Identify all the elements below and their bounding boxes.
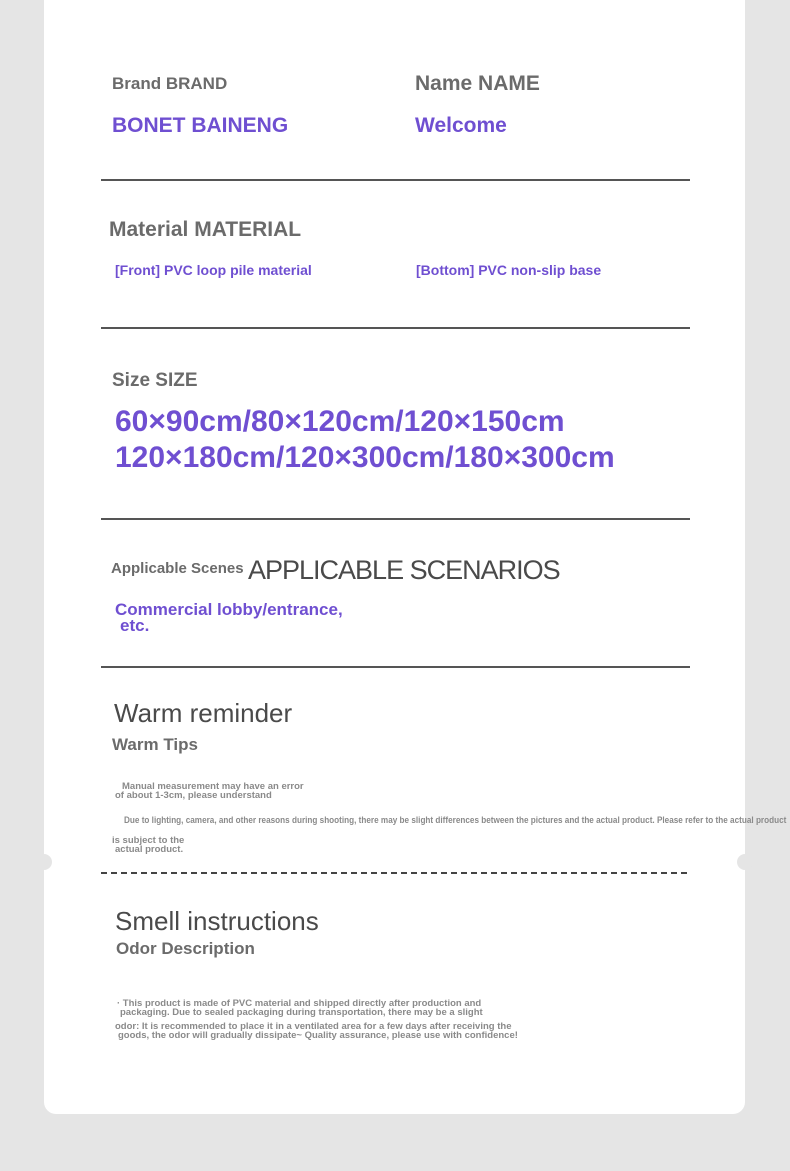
- right-notch: [737, 854, 753, 870]
- tip-1-line-1: Manual measurement may have an error: [122, 781, 304, 792]
- divider-4: [101, 666, 690, 668]
- tip-2-line-1: Due to lighting, camera, and other reasons during shooting, there may be slight differences between the pictures and the actual product. Please refer to the actual product: [124, 815, 787, 826]
- size-line-2: 120×180cm/120×300cm/180×300cm: [115, 441, 615, 474]
- divider-1: [101, 179, 690, 181]
- scenes-value-1: Commercial lobby/entrance,: [115, 600, 343, 619]
- divider-2: [101, 327, 690, 329]
- scenes-label: Applicable Scenes: [111, 560, 244, 577]
- brand-label: Brand BRAND: [112, 74, 228, 93]
- material-label: Material MATERIAL: [109, 218, 302, 241]
- smell-heading: Smell instructions: [115, 906, 319, 936]
- smell-line-3: odor: It is recommended to place it in a ventilated area for a few days after receiving the: [115, 1021, 512, 1032]
- tip-1-line-2: of about 1-3cm, please understand: [115, 790, 272, 801]
- material-bottom: [Bottom] PVC non-slip base: [416, 262, 602, 278]
- smell-line-1: · This product is made of PVC material and shipped directly after production and: [117, 998, 482, 1009]
- scenes-value-2: etc.: [120, 616, 150, 635]
- left-notch: [36, 854, 52, 870]
- reminder-subheading: Warm Tips: [112, 735, 198, 754]
- reminder-heading: Warm reminder: [114, 698, 293, 728]
- name-value: Welcome: [415, 114, 507, 137]
- scenes-label-en: APPLICABLE SCENARIOS: [248, 555, 560, 585]
- size-line-1: 60×90cm/80×120cm/120×150cm: [115, 405, 565, 438]
- tip-2-line-2: is subject to the: [112, 835, 185, 846]
- dashed-divider: [101, 872, 687, 874]
- tip-2-line-3: actual product.: [115, 844, 184, 855]
- smell-line-4: goods, the odor will gradually dissipate~ Quality assurance, please use with confidence!: [118, 1030, 518, 1041]
- brand-value: BONET BAINENG: [112, 114, 289, 137]
- smell-line-2: packaging. Due to sealed packaging during transportation, there may be a slight: [120, 1007, 483, 1018]
- smell-subheading: Odor Description: [116, 939, 255, 958]
- size-label: Size SIZE: [112, 370, 198, 391]
- name-label: Name NAME: [415, 72, 540, 95]
- material-front: [Front] PVC loop pile material: [115, 262, 312, 278]
- divider-3: [101, 518, 690, 520]
